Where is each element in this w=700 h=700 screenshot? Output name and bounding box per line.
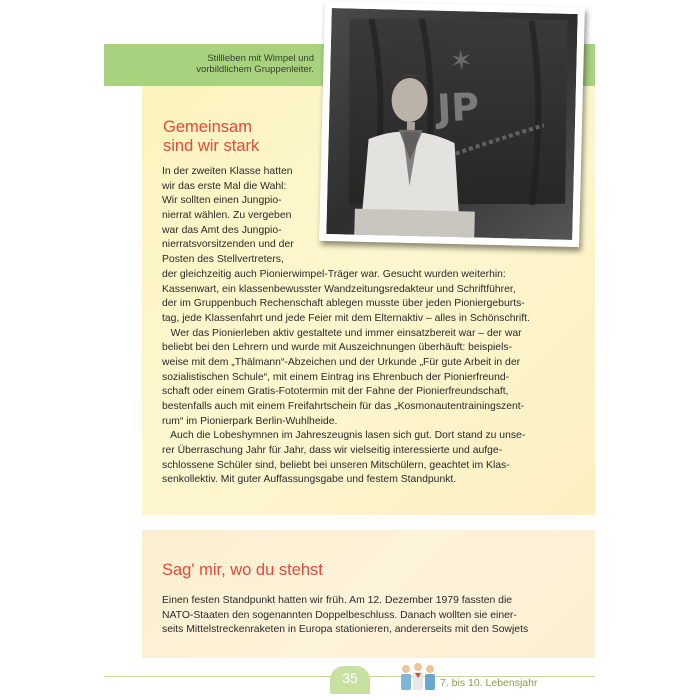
heading-line: Gemeinsam [163,118,252,136]
body-line: Wer das Pionierleben aktiv gestaltete und immer einsatzbereit war – der war [162,327,522,339]
body-line: schaft oder einem Gratis-Fototermin mit der Fahne der Pionierfreundschaft, [162,386,509,398]
body-line: schlossene Schüler sind, beliebt bei unseren Mitschülern, geachtet im Klas- [162,459,510,471]
body-line: NATO-Staaten den sogenannten Doppelbeschluss. Danach wollten sie einer- [162,609,517,621]
body-line: weise mit dem „Thälmann“-Abzeichen und der Urkunde „Für gute Arbeit in der [162,356,521,368]
body-line: bestenfalls auch mit einem Freifahrtschein für das „Kosmonautentrainingszent- [162,401,525,412]
body-line: Wir sollten einen Jungpio- [162,195,282,207]
body-line: Kassenwart, ein klassenbewusster Wandzeitungsredakteur und Schriftführer, [162,283,516,295]
body-line: Einen festen Standpunkt hatten wir früh. Am 12. Dezember 1979 fassten die [162,595,513,606]
body-line: tag, jede Klassenfahrt und jede Feier mit dem Elternaktiv – alles in Schönschrift. [162,312,530,324]
body-line: beliebt bei den Lehrern und wurde mit Auszeichnungen überhäuft: beispiels- [162,342,513,354]
body-line: Posten des Stellvertreters, [162,254,284,266]
section2-body [162,594,528,638]
section1-heading [163,118,259,156]
photo-caption [110,53,314,75]
caption-line: Stillleben mit Wimpel und [207,53,314,64]
section2-heading: Sag' mir, wo du stehst [162,561,323,579]
body-line: In der zweiten Klasse hatten [162,166,293,177]
body-line: nierrat wählen. Zu vergeben [162,210,292,222]
photo-image [326,8,577,240]
body-line: senkollektiv. Mit guter Auffassungsgabe und festem Standpunkt. [162,474,457,486]
heading-line: sind wir stark [163,137,260,155]
body-line: rum“ im Pionierpark Berlin-Wuhlheide. [162,415,338,427]
body-line: Auch die Lobeshymnen im Jahreszeugnis lasen sich gut. Dort stand zu unse- [162,430,526,442]
body-line: der gleichzeitig auch Pionierwimpel-Träger war. Gesucht wurden weiterhin: [162,268,506,280]
body-line: nierratsvorsitzenden und der [162,239,294,251]
body-line: rer Überraschung Jahr für Jahr, dass wir vielseitig interessierte und aufge- [162,445,503,457]
chapter-label: 7. bis 10. Lebensjahr [440,677,538,689]
page-number: 35 [342,670,358,686]
body-line: der im Gruppenbuch Rechenschaft ablegen musste über jeden Pioniergeburts- [162,298,525,310]
svg-text:JP: JP [436,84,481,131]
body-line: sozialistischen Schule“, mit einem Eintrag ins Ehrenbuch der Pionierfreund- [162,371,510,383]
svg-text:✶: ✶ [448,43,475,78]
body-line: seits Mittelstreckenraketen in Europa stationieren, andererseits mit den Sowjets [162,624,529,636]
boy-with-pennant-photo [319,1,585,247]
body-line: wir das erste Mal die Wahl: [162,180,287,192]
body-line: war das Amt des Jungpio- [162,224,282,236]
children-illustration-icon [398,662,438,696]
caption-line: vorbildlichem Gruppenleiter. [196,64,314,75]
